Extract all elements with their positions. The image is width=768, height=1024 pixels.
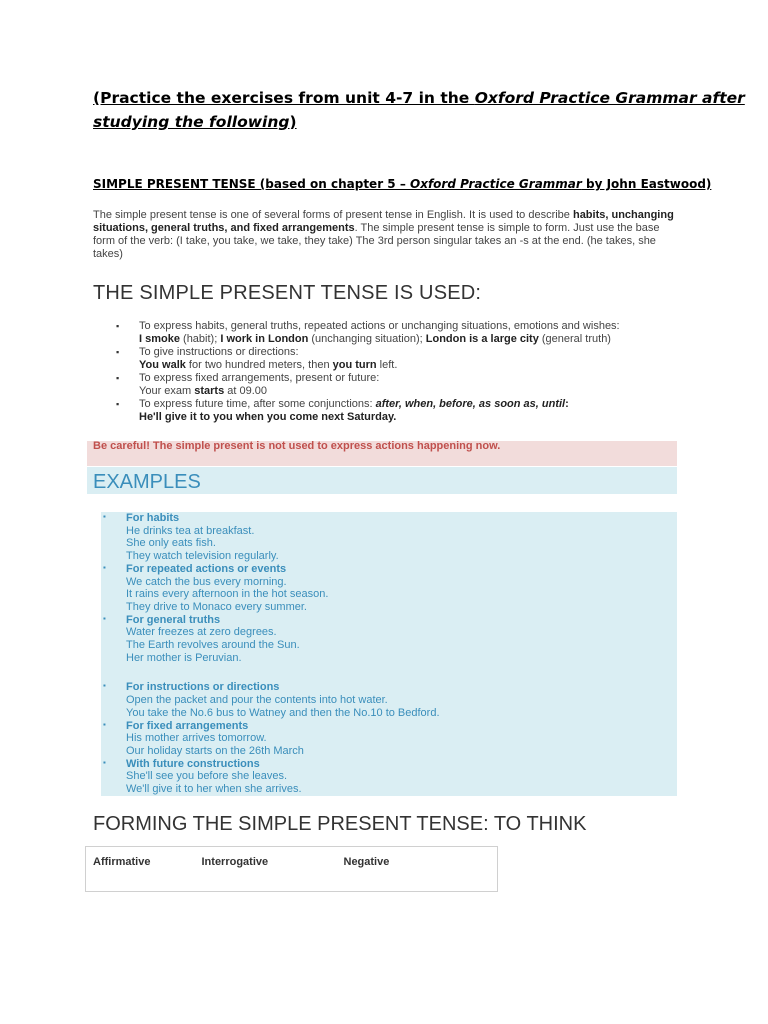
col-affirmative: Affirmative <box>93 856 151 868</box>
example-note: Your exam <box>139 385 195 397</box>
document-title-line-2 <box>93 110 693 134</box>
example-note: (unchanging situation); <box>308 333 426 345</box>
example-bold: starts <box>194 385 225 397</box>
example-note: for two hundred meters, then <box>185 359 333 371</box>
examples-list <box>101 512 677 796</box>
example-sentence: Open the packet and pour the contents into hot water. <box>126 694 388 707</box>
subtitle-author: by John Eastwood) <box>581 177 712 191</box>
example-sentence: Water freezes at zero degrees. <box>126 626 277 639</box>
example-sentence: They drive to Monaco every summer. <box>126 600 307 613</box>
example-sentence: They watch television regularly. <box>126 550 279 563</box>
uses-list <box>116 320 676 424</box>
title-close-paren: ) <box>289 113 297 131</box>
examples-box <box>101 512 677 796</box>
example-category: ▪ For fixed arrangements <box>126 719 249 732</box>
document-title-line-1 <box>93 86 745 110</box>
example-sentence: We'll give it to her when she arrives. <box>126 783 302 796</box>
example-category: ▪ For repeated actions or events <box>126 562 287 575</box>
use-description: ▪ To express fixed arrangements, present or future: <box>139 372 380 384</box>
use-description: ▪ To give instructions or directions: <box>139 346 299 358</box>
examples-heading: EXAMPLES <box>87 467 677 494</box>
example-sentence: She only eats fish. <box>126 537 216 550</box>
example-sentence: The Earth revolves around the Sun. <box>126 639 300 652</box>
example-note: left. <box>376 359 398 371</box>
example-group-future <box>101 758 677 796</box>
conjunction-list: after, when, before, as soon as, until <box>375 398 566 410</box>
example-group-instructions <box>101 681 677 719</box>
use-item-arrangements <box>116 372 676 398</box>
example-bold: I work in London <box>220 333 309 345</box>
example-bold: He'll give it to you when you come next Saturday. <box>139 411 397 423</box>
table-header-row <box>86 847 498 892</box>
example-group-fixed <box>101 720 677 758</box>
example-bold: London is a large city <box>425 333 539 345</box>
example-sentence: You take the No.6 bus to Watney and then the No.10 to Bedford. <box>126 706 440 719</box>
intro-bold: habits, unchanging situations, general truths, and fixed arrangements <box>93 209 674 234</box>
example-sentence: It rains every afternoon in the hot season. <box>126 588 329 601</box>
example-category: ▪ For general truths <box>126 613 221 626</box>
col-interrogative: Interrogative <box>201 856 269 868</box>
forming-heading: FORMING THE SIMPLE PRESENT TENSE: TO THINK <box>93 813 587 835</box>
example-note: (general truth) <box>538 333 611 345</box>
use-description <box>139 398 676 411</box>
title-text: (Practice the exercises from unit 4-7 in the <box>93 89 475 107</box>
example-sentence: Our holiday starts on the 26th March <box>126 744 304 757</box>
example-bold: I smoke <box>139 333 180 345</box>
careful-text: Be careful! The simple present is not used to express actions happening now. <box>93 440 501 452</box>
col-negative: Negative <box>343 856 390 868</box>
example-sentence: His mother arrives tomorrow. <box>126 732 267 745</box>
example-sentence: We catch the bus every morning. <box>126 575 287 588</box>
example-bold: You walk <box>139 359 186 371</box>
example-group-repeated <box>101 563 677 614</box>
title-italic-text: studying the following <box>93 113 290 131</box>
careful-callout <box>87 441 677 466</box>
example-category: ▪ For habits <box>126 512 180 524</box>
colon: : <box>565 398 569 410</box>
intro-paragraph <box>93 209 683 261</box>
example-note: (habit); <box>179 333 221 345</box>
use-description: ▪ To express habits, general truths, repeated actions or unchanging situations, emotions and wishes: <box>139 320 620 332</box>
use-example <box>139 385 676 398</box>
example-group-habits <box>101 512 677 563</box>
use-item-future <box>116 398 676 424</box>
use-item-habits <box>116 320 676 346</box>
subtitle-book-name: Oxford Practice Grammar <box>410 177 582 191</box>
example-note: at 09.00 <box>224 385 268 397</box>
intro-text-1: The simple present tense is one of several forms of present tense in English. It is used to describe <box>93 209 573 221</box>
example-bold: you turn <box>332 359 377 371</box>
example-sentence: She'll see you before she leaves. <box>126 770 288 783</box>
use-example <box>139 411 676 424</box>
use-example <box>139 359 676 372</box>
use-example <box>139 333 676 346</box>
conjugation-table <box>85 846 498 892</box>
example-sentence: Her mother is Peruvian. <box>126 651 242 664</box>
subtitle-text: SIMPLE PRESENT TENSE (based on chapter 5 – <box>93 177 410 191</box>
section-subtitle <box>93 177 711 191</box>
example-sentence: He drinks tea at breakfast. <box>126 524 255 537</box>
use-item-instructions <box>116 346 676 372</box>
example-category: ▪ With future constructions <box>126 757 260 770</box>
use-description-text: To express future time, after some conjunctions: <box>139 398 376 410</box>
example-category: ▪ For instructions or directions <box>126 681 280 694</box>
used-heading: THE SIMPLE PRESENT TENSE IS USED: <box>93 282 482 304</box>
example-group-truths <box>101 614 677 665</box>
intro-text-2: . The simple present tense is simple to form. Just use the base form of the verb: (I take, you take, we take, they take) The 3rd person singular takes an -s at the end. (he takes, she takes) <box>93 222 660 260</box>
title-book-name: Oxford Practice Grammar after <box>474 89 745 107</box>
